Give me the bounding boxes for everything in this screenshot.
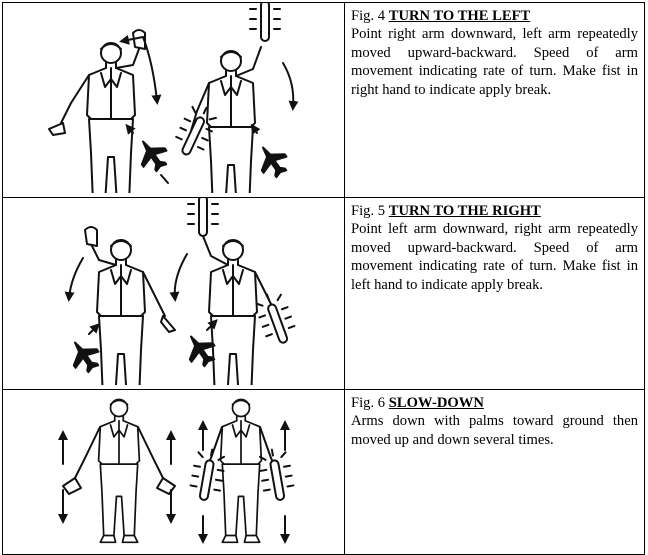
fig-label: Fig. 6 bbox=[351, 395, 386, 411]
marshaller-turn-right-illustration bbox=[3, 198, 344, 385]
fig-description: Point left arm downward, right arm repeatedly moved upward-backward. Speed of arm movement indicating rate of turn. Make fist in left hand to indicate apply break. bbox=[351, 221, 638, 293]
fig-label: Fig. 5 bbox=[351, 203, 386, 219]
table-row bbox=[3, 198, 645, 390]
description-cell bbox=[345, 390, 645, 555]
table-row bbox=[3, 390, 645, 555]
fig-description: Arms down with palms toward ground then moved up and down several times. bbox=[351, 413, 638, 448]
figure-cell bbox=[3, 390, 345, 555]
description-cell bbox=[345, 198, 645, 390]
marshaller-slow-down-illustration bbox=[3, 390, 344, 550]
figure-cell bbox=[3, 198, 345, 390]
figure-cell bbox=[3, 3, 345, 198]
table-row bbox=[3, 3, 645, 198]
fig-label: Fig. 4 bbox=[351, 8, 386, 24]
fig-title: TURN TO THE LEFT bbox=[388, 8, 531, 24]
marshaller-turn-left-illustration bbox=[3, 3, 344, 193]
fig-description: Point right arm downward, left arm repeatedly moved upward-backward. Speed of arm movement indicating rate of turn. Make fist in right hand to indicate apply break. bbox=[351, 26, 638, 98]
signals-table bbox=[2, 2, 645, 555]
fig-title: TURN TO THE RIGHT bbox=[388, 203, 541, 219]
description-cell bbox=[345, 3, 645, 198]
fig-title: SLOW-DOWN bbox=[388, 395, 484, 411]
